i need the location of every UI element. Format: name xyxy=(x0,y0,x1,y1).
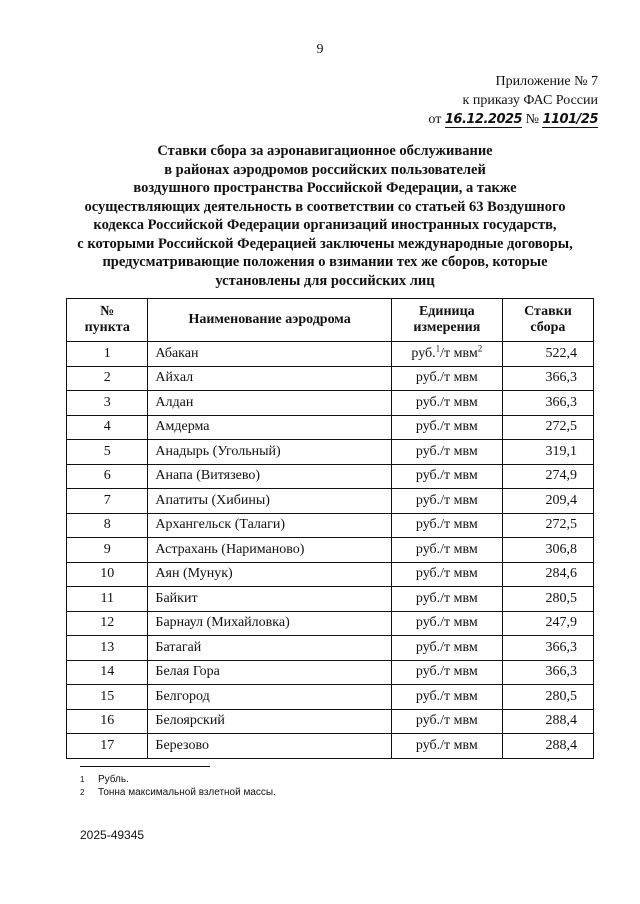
unit-cell: руб./т мвм xyxy=(391,391,502,416)
handwritten-number: 1101/25 xyxy=(542,112,598,127)
unit-cell: руб./т мвм xyxy=(391,464,502,489)
footnote-divider xyxy=(80,766,210,767)
unit-cell: руб./т мвм xyxy=(391,513,502,538)
header-rate xyxy=(502,299,593,342)
rate-cell: 522,4 xyxy=(502,342,593,367)
table-row xyxy=(67,366,594,391)
unit-cell: руб./т мвм xyxy=(391,366,502,391)
row-number: 3 xyxy=(67,391,148,416)
row-number: 12 xyxy=(67,611,148,636)
rate-cell: 366,3 xyxy=(502,636,593,661)
aerodrome-name: Апатиты (Хибины) xyxy=(148,489,391,514)
table-row xyxy=(67,440,594,465)
header-text: № xyxy=(100,304,115,319)
table-body xyxy=(67,342,594,759)
number-label: № xyxy=(525,112,539,127)
rate-cell: 274,9 xyxy=(502,464,593,489)
rates-table xyxy=(66,298,594,759)
aerodrome-name: Байкит xyxy=(148,587,391,612)
header-text: сбора xyxy=(530,320,566,335)
appendix-title: Приложение № 7 xyxy=(495,74,598,89)
unit-cell: руб./т мвм xyxy=(391,562,502,587)
table-row xyxy=(67,587,594,612)
table-row xyxy=(67,709,594,734)
header-unit xyxy=(391,299,502,342)
rate-cell: 280,5 xyxy=(502,685,593,710)
aerodrome-name: Анадырь (Угольный) xyxy=(148,440,391,465)
title-line: с которыми Российской Федерацией заключены международные договоры, xyxy=(77,235,573,252)
aerodrome-name: Белгород xyxy=(148,685,391,710)
rate-cell: 209,4 xyxy=(502,489,593,514)
row-number: 8 xyxy=(67,513,148,538)
unit-cell: руб./т мвм xyxy=(391,415,502,440)
header-aerodrome-name: Наименование аэродрома xyxy=(148,299,391,342)
table-row xyxy=(67,342,594,367)
aerodrome-name: Алдан xyxy=(148,391,391,416)
unit-cell: руб./т мвм xyxy=(391,636,502,661)
title-line: установлены для российских лиц xyxy=(215,272,435,289)
footnote-mark: 2 xyxy=(80,788,85,797)
aerodrome-name: Березово xyxy=(148,734,391,759)
footnote-text: Рубль. xyxy=(98,774,129,785)
aerodrome-name: Айхал xyxy=(148,366,391,391)
rate-cell: 272,5 xyxy=(502,415,593,440)
footnote-ref: 2 xyxy=(477,343,483,354)
aerodrome-name: Амдерма xyxy=(148,415,391,440)
row-number: 15 xyxy=(67,685,148,710)
table-row xyxy=(67,685,594,710)
header-text: пункта xyxy=(84,320,130,335)
unit-text: руб. xyxy=(411,345,436,361)
header-item-number xyxy=(67,299,148,342)
rate-cell: 272,5 xyxy=(502,513,593,538)
from-prefix: от xyxy=(428,112,442,127)
appendix-date-line xyxy=(418,110,598,129)
page-number: 9 xyxy=(316,42,324,57)
unit-cell: руб./т мвм xyxy=(391,440,502,465)
unit-cell: руб./т мвм xyxy=(391,709,502,734)
rate-cell: 288,4 xyxy=(502,709,593,734)
title-line: осуществляющих деятельность в соответствии со статьей 63 Воздушного xyxy=(84,198,566,215)
row-number: 4 xyxy=(67,415,148,440)
handwritten-date: 16.12.2025 xyxy=(444,112,523,127)
aerodrome-name: Архангельск (Талаги) xyxy=(148,513,391,538)
row-number: 2 xyxy=(67,366,148,391)
unit-cell: руб./т мвм xyxy=(391,611,502,636)
appendix-order-ref: к приказу ФАС России xyxy=(462,93,598,108)
table-row xyxy=(67,538,594,563)
row-number: 5 xyxy=(67,440,148,465)
unit-cell: руб./т мвм xyxy=(391,489,502,514)
rate-cell: 366,3 xyxy=(502,660,593,685)
title-line: кодекса Российской Федерации организаций иностранных государств, xyxy=(93,217,557,233)
row-number: 16 xyxy=(67,709,148,734)
table-row xyxy=(67,391,594,416)
row-number: 1 xyxy=(67,342,148,367)
title-line: предусматривающие положения о взимании тех же сборов, которые xyxy=(102,254,548,270)
footnote-ref: 1 xyxy=(435,343,441,354)
unit-cell: руб./т мвм xyxy=(391,685,502,710)
table-row xyxy=(67,415,594,440)
aerodrome-name: Абакан xyxy=(148,342,391,367)
aerodrome-name: Астрахань (Нариманово) xyxy=(148,538,391,563)
document-title xyxy=(60,142,590,290)
row-number: 10 xyxy=(67,562,148,587)
row-number: 17 xyxy=(67,734,148,759)
row-number: 9 xyxy=(67,538,148,563)
rate-cell: 247,9 xyxy=(502,611,593,636)
aerodrome-name: Анапа (Витязево) xyxy=(148,464,391,489)
footnotes xyxy=(80,773,276,799)
aerodrome-name: Аян (Мунук) xyxy=(148,562,391,587)
table-row xyxy=(67,611,594,636)
footnote-mark: 1 xyxy=(80,775,85,784)
table-row xyxy=(67,660,594,685)
aerodrome-name: Белая Гора xyxy=(148,660,391,685)
table-row xyxy=(67,489,594,514)
unit-cell: руб./т мвм xyxy=(391,538,502,563)
aerodrome-name: Белоярский xyxy=(148,709,391,734)
rate-cell: 288,4 xyxy=(502,734,593,759)
row-number: 13 xyxy=(67,636,148,661)
unit-cell: руб./т мвм xyxy=(391,734,502,759)
footnote xyxy=(80,773,276,786)
header-text: Ставки xyxy=(524,304,572,319)
rate-cell: 366,3 xyxy=(502,391,593,416)
appendix-block xyxy=(418,72,598,129)
rate-cell: 306,8 xyxy=(502,538,593,563)
table-row xyxy=(67,562,594,587)
document-code: 2025-49345 xyxy=(80,828,145,842)
header-text: измерения xyxy=(413,320,481,335)
header-text: Единица xyxy=(418,304,475,319)
unit-cell: руб./т мвм xyxy=(391,660,502,685)
table-row xyxy=(67,734,594,759)
unit-cell: руб./т мвм xyxy=(391,587,502,612)
footnote-text: Тонна максимальной взлетной массы. xyxy=(98,787,276,798)
aerodrome-name: Батагай xyxy=(148,636,391,661)
unit-text: /т мвм xyxy=(440,345,478,361)
table-row xyxy=(67,464,594,489)
title-line: в районах аэродромов российских пользователей xyxy=(164,161,486,178)
row-number: 11 xyxy=(67,587,148,612)
rate-cell: 366,3 xyxy=(502,366,593,391)
title-line: воздушного пространства Российской Федерации, а также xyxy=(133,180,517,196)
aerodrome-name: Барнаул (Михайловка) xyxy=(148,611,391,636)
table-row xyxy=(67,513,594,538)
row-number: 7 xyxy=(67,489,148,514)
row-number: 14 xyxy=(67,660,148,685)
table-header-row xyxy=(67,299,594,342)
title-line: Ставки сбора за аэронавигационное обслуживание xyxy=(157,143,493,159)
row-number: 6 xyxy=(67,464,148,489)
unit-cell xyxy=(391,342,502,367)
table-row xyxy=(67,636,594,661)
rate-cell: 280,5 xyxy=(502,587,593,612)
rate-cell: 319,1 xyxy=(502,440,593,465)
rate-cell: 284,6 xyxy=(502,562,593,587)
footnote xyxy=(80,786,276,799)
